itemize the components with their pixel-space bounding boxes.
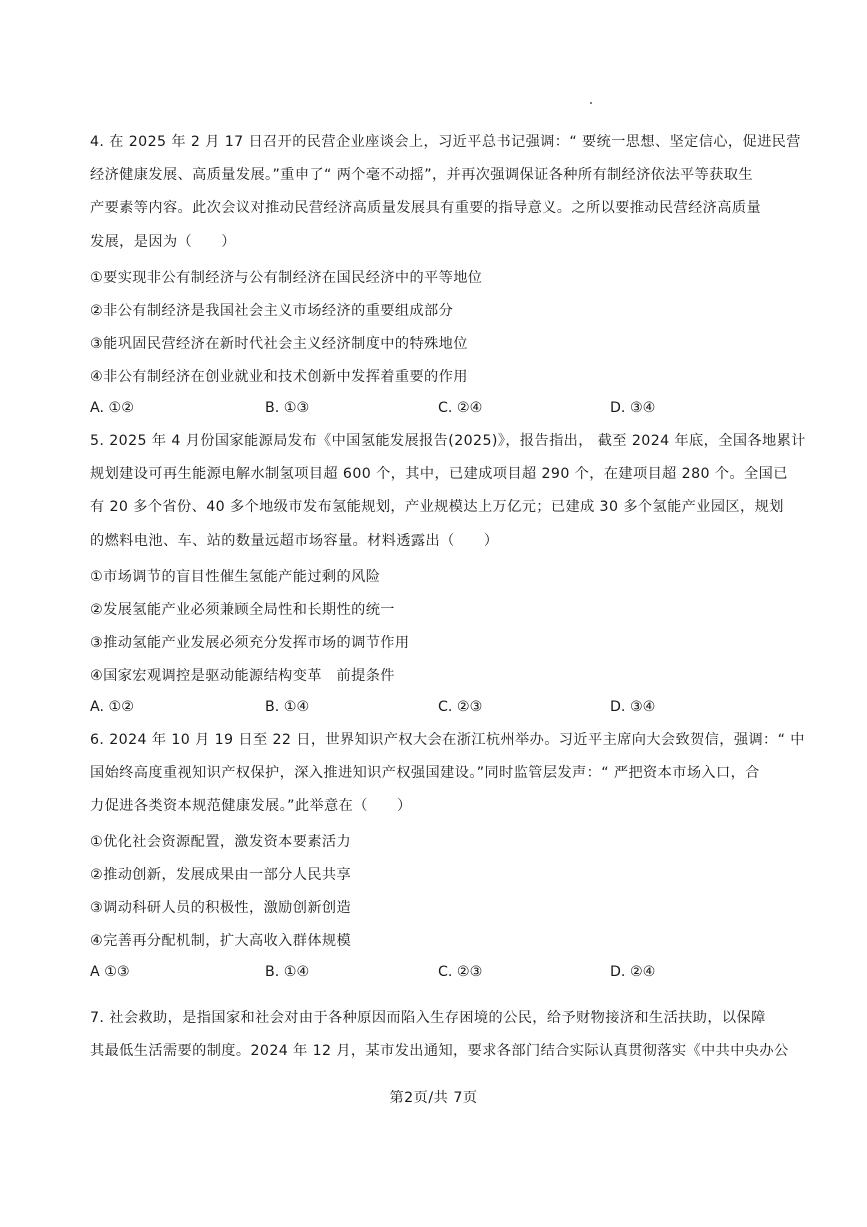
stem-line: 规划建设可再生能源电解水制氢项目超 600 个，其中，已建成项目超 290 个，在建项目超 280 个。全国已 [90, 466, 788, 483]
question-6-option-2: ②推动创新，发展成果由一部分人民共享 [90, 867, 352, 883]
choice-a: A. ①② [90, 400, 134, 416]
stem-line: 其最低生活需要的制度。2024 年 12 月，某市发出通知，要求各部门结合实际认真贯彻落实《中共中央办公 [90, 1043, 789, 1060]
stem-line: 的燃料电池、车、站的数量远超市场容量。材料透露出（ ） [90, 532, 499, 549]
stem-line: 7. 社会救助，是指国家和社会对由于各种原因而陷入生存困境的公民，给予财物接济和生活扶助，以保障 [90, 1010, 766, 1026]
stem-line: 国始终高度重视知识产权保护，深入推进知识产权强国建设。”同时监管层发声：“ 严把资本市场入口，合 [90, 765, 760, 782]
stem-line: 经济健康发展、高质量发展。”重申了“ 两个毫不动摇”，并再次强调保证各种所有制经济依法平等获取生 [90, 167, 753, 184]
question-5-option-1: ①市场调节的盲目性催生氢能产能过剩的风险 [90, 569, 381, 585]
choice-a: A. ①② [90, 699, 134, 715]
question-4-choices [90, 400, 790, 422]
question-5-option-2: ②发展氢能产业必须兼顾全局性和长期性的统一 [90, 602, 395, 618]
choice-b: B. ①③ [265, 400, 310, 416]
question-5-option-3: ③推动氢能产业发展必须充分发挥市场的调节作用 [90, 635, 410, 651]
question-5-stem [90, 425, 806, 558]
stem-line: 产要素等内容。此次会议对推动民营经济高质量发展具有重要的指导意义。之所以要推动民营经济高质量 [90, 200, 762, 217]
choice-b: B. ①④ [265, 964, 310, 980]
question-6-choices [90, 964, 790, 986]
choice-c: C. ②③ [438, 699, 483, 715]
stem-line: 5. 2025 年 4 月份国家能源局发布《中国氢能发展报告(2025)》，报告指出， 截至 2024 年底，全国各地累计 [90, 433, 806, 449]
stem-line: 力促进各类资本规范健康发展。”此举意在（ ） [90, 798, 412, 815]
choice-c: C. ②④ [438, 400, 483, 416]
question-6-option-4: ④完善再分配机制，扩大高收入群体规模 [90, 933, 352, 949]
question-4-stem [90, 126, 801, 259]
choice-d: D. ③④ [610, 400, 656, 416]
question-4-option-3: ③能巩固民营经济在新时代社会主义经济制度中的特殊地位 [90, 336, 468, 352]
stem-line: 4. 在 2025 年 2 月 17 日召开的民营企业座谈会上，习近平总书记强调：“ 要统一思想、坚定信心，促进民营 [90, 134, 801, 150]
choice-a: A ①③ [90, 964, 130, 980]
stem-line: 有 20 多个省份、40 多个地级市发布氢能规划，产业规模达上万亿元；已建成 30 多个氢能产业园区，规划 [90, 499, 784, 516]
question-6-option-1: ①优化社会资源配置，激发资本要素活力 [90, 834, 352, 850]
choice-c: C. ②③ [438, 964, 483, 980]
page-footer: 第2页/共 7页 [389, 1090, 478, 1106]
question-6-stem [90, 724, 805, 824]
choice-d: D. ②④ [610, 964, 656, 980]
choice-d: D. ③④ [610, 699, 656, 715]
question-4-option-4: ④非公有制经济在创业就业和技术创新中发挥着重要的作用 [90, 369, 468, 385]
question-6-option-3: ③调动科研人员的积极性，激励创新创造 [90, 900, 352, 916]
choice-b: B. ①④ [265, 699, 310, 715]
question-4-option-1: ①要实现非公有制经济与公有制经济在国民经济中的平等地位 [90, 270, 483, 286]
question-4-option-2: ②非公有制经济是我国社会主义市场经济的重要组成部分 [90, 303, 454, 319]
question-7-stem [90, 1002, 790, 1068]
question-5-option-4: ④国家宏观调控是驱动能源结构变革 前提条件 [90, 668, 395, 684]
question-5-choices [90, 699, 790, 721]
stem-line: 发展，是因为（ ） [90, 233, 236, 250]
stray-dot [590, 102, 592, 104]
stem-line: 6. 2024 年 10 月 19 日至 22 日，世界知识产权大会在浙江杭州举办。习近平主席向大会致贺信，强调：“ 中 [90, 732, 805, 748]
